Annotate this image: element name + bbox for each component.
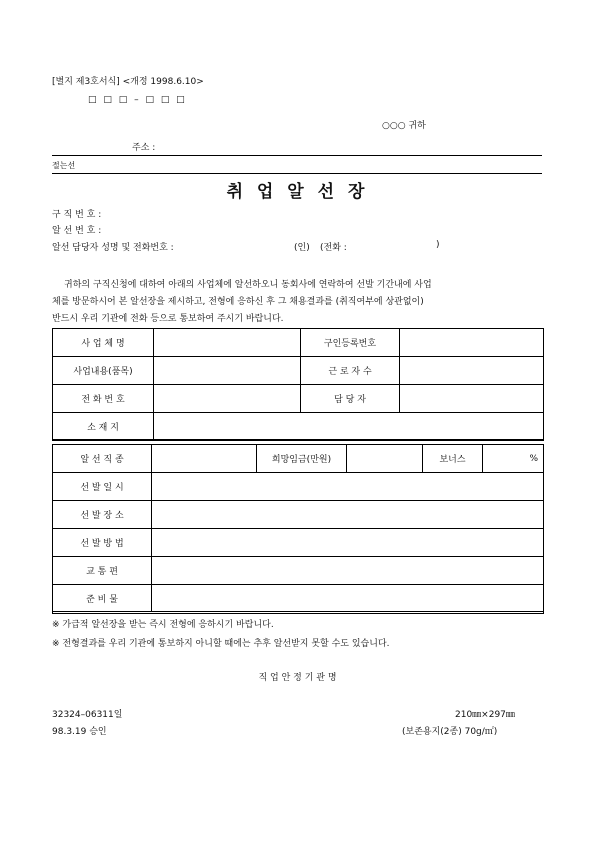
company-phone-label: 전 화 번 호 [53,385,154,413]
company-name-field[interactable] [154,329,301,357]
job-type-field[interactable] [152,445,257,473]
recipient-label: ○○○ 귀하 [382,121,426,131]
cut-line [52,173,542,174]
selection-table [52,444,544,612]
bonus-label: 보너스 [423,445,483,473]
job-order-no-field[interactable] [400,329,544,357]
note-2: ※ 전형결과를 우리 기관에 통보하지 아니할 때에는 추후 알선받지 못할 수도 있습니다. [52,639,390,649]
employees-field[interactable] [400,357,544,385]
address-label: 주소 : [132,143,156,153]
body-line-3: 반드시 우리 기관에 전화 등으로 통보하여 주시기 바랍니다. [52,314,284,324]
transport-label: 교 통 편 [53,557,152,585]
selection-place-label: 선 발 장 소 [53,501,152,529]
prepare-label: 준 비 물 [53,585,152,612]
job-seeker-no-label: 구 직 번 호 : [52,210,102,220]
seal-label: (인) [294,243,310,253]
paper-size: 210㎜×297㎜ [455,710,515,720]
phone-close: ) [436,240,440,250]
approval-date: 98.3.19 승인 [52,727,107,737]
employees-label: 근 로 자 수 [301,357,400,385]
contact-label: 담 당 자 [301,385,400,413]
location-field[interactable] [154,413,544,440]
body-line-1: 귀하의 구직신청에 대하여 아래의 사업체에 알선하오니 동회사에 연락하여 선발 기간내에 사업 [64,280,432,290]
selection-method-label: 선 발 방 법 [53,529,152,557]
cut-line-label: 절는선 [52,161,76,170]
business-type-label: 사업내용(품목) [53,357,154,385]
paper-type: (보존용지(2종) 70g/㎡) [402,727,498,737]
body-line-2: 체를 방문하시어 본 알선장을 제시하고, 전형에 응하신 후 그 채용결과를 (취직여부에 상관없이) [52,297,424,307]
desired-wage-label: 희망임금(만원) [257,445,347,473]
selection-date-field[interactable] [152,473,544,501]
company-name-label: 사 업 체 명 [53,329,154,357]
desired-wage-field[interactable] [347,445,423,473]
selection-method-field[interactable] [152,529,544,557]
bonus-percent[interactable]: % [483,445,544,473]
location-label: 소 재 지 [53,413,154,440]
company-table [52,328,544,440]
officer-label: 알선 담당자 성명 및 전화번호 : [52,243,174,253]
note-1: ※ 가급적 알선장을 받는 즉시 전형에 응하시기 바랍니다. [52,620,274,630]
job-type-label: 알 선 직 종 [53,445,152,473]
postal-code-boxes: □ □ □ – □ □ □ [88,95,187,105]
company-phone-field[interactable] [154,385,301,413]
address-underline [52,155,542,156]
phone-label: (전화 : [320,243,347,253]
referral-no-label: 알 선 번 호 : [52,226,102,236]
prepare-field[interactable] [152,585,544,612]
job-order-no-label: 구인등록번호 [301,329,400,357]
transport-field[interactable] [152,557,544,585]
form-code: [별지 제3호서식] <개정 1998.6.10> [52,77,204,87]
doc-number: 32324–06311일 [52,710,123,720]
selection-place-field[interactable] [152,501,544,529]
contact-field[interactable] [400,385,544,413]
page-title: 취 업 알 선 장 [226,182,369,202]
business-type-field[interactable] [154,357,301,385]
selection-date-label: 선 발 일 시 [53,473,152,501]
agency-name: 직 업 안 정 기 관 명 [258,673,337,683]
